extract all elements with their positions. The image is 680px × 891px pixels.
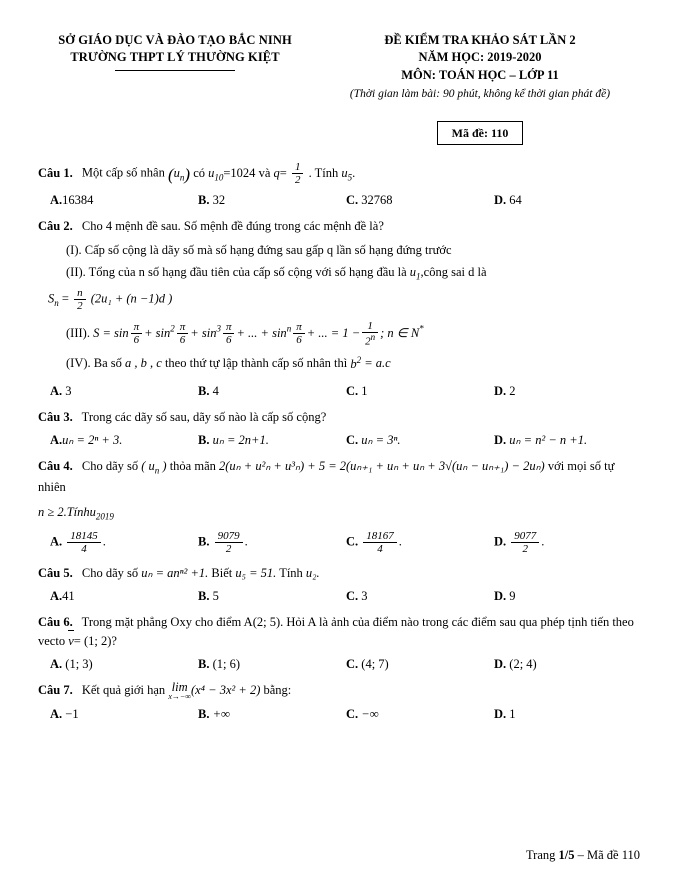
option-c-key: C.: [346, 193, 359, 208]
question-5-label: Câu 5.: [38, 566, 73, 581]
u10-subscript: 10: [214, 172, 224, 183]
question-6-text: Trong mặt phẳng Oxy cho điểm A(2; 5). Hỏi A là ảnh của điểm nào trong các điểm sau qua phép tịnh tiến theo vecto: [38, 615, 634, 648]
biet-word: Biết: [211, 566, 233, 581]
option-d-num: 9077: [511, 530, 539, 543]
series-tail: + ... = 1 −: [306, 325, 361, 340]
option-b[interactable]: [198, 432, 346, 448]
option-b-value: 5: [212, 589, 219, 603]
divider: [115, 70, 235, 71]
pi-num: π: [131, 321, 143, 334]
option-b-key: B.: [198, 656, 210, 671]
fraction-n-2: [74, 287, 86, 312]
question-4: [38, 457, 642, 497]
fraction-half: [292, 161, 304, 186]
option-a-value: 41: [62, 589, 75, 603]
question-2-formula-sn: [48, 287, 642, 312]
u-letter: u: [148, 459, 155, 474]
option-a[interactable]: [50, 384, 198, 399]
vector-value: = (1; 2)?: [73, 633, 117, 648]
sin-term-n: + ... + sin: [236, 325, 287, 340]
tail-num: 1: [362, 320, 378, 333]
option-b-key: B.: [198, 589, 210, 603]
option-c-value: 32768: [361, 193, 393, 208]
option-c[interactable]: [346, 707, 494, 722]
option-d[interactable]: [494, 707, 642, 722]
option-b[interactable]: [198, 384, 346, 399]
option-c-key: C.: [346, 534, 359, 549]
sn-symbol: S: [48, 291, 55, 306]
exp-2: 2: [170, 323, 175, 334]
question-2: [38, 217, 642, 236]
option-d-value: 9: [509, 589, 516, 603]
option-b-key: B.: [198, 707, 210, 721]
option-a-key: A.: [50, 193, 63, 208]
option-d-value: uₙ = n² − n +1.: [509, 433, 588, 448]
b-letter: b: [350, 356, 357, 371]
tinh-word: . Tính: [308, 165, 339, 180]
question-2-statement-2: [66, 265, 642, 282]
question-4-line2: [38, 503, 642, 524]
question-5-text: Cho dãy số: [81, 566, 139, 581]
question-2-statement-3: [66, 320, 642, 348]
fraction-pi-6-d: [293, 321, 305, 346]
option-d-key: D.: [494, 656, 507, 671]
option-d[interactable]: [494, 193, 642, 208]
question-7-text2: bằng:: [263, 682, 292, 697]
tail-den-exp: n: [370, 331, 376, 342]
option-a-value: −1: [65, 707, 79, 721]
option-b-value: 32: [212, 193, 226, 208]
footer-suffix: – Mã đề 110: [574, 848, 640, 862]
question-6: [38, 613, 642, 651]
option-a[interactable]: [50, 707, 198, 722]
fraction-pi-6-a: [131, 321, 143, 346]
question-3-text: Trong các dãy số sau, dãy số nào là cấp số cộng?: [81, 409, 327, 424]
option-b-value: 4: [212, 383, 219, 398]
option-c-value: −∞: [361, 707, 379, 721]
question-4-text4: n ≥ 2.Tính: [38, 505, 90, 520]
option-b-den: 2: [225, 543, 232, 556]
b-exponent: 2: [356, 354, 362, 365]
equals-sign: =: [279, 165, 287, 180]
exam-title-block: [320, 32, 640, 145]
option-a-key: A.: [50, 707, 63, 721]
school-block: [40, 32, 310, 145]
u2019-letter: u: [89, 505, 96, 520]
six-den: 6: [179, 333, 186, 346]
option-d-key: D.: [494, 534, 507, 549]
question-2-label: Câu 2.: [38, 219, 73, 234]
page-number: 1/5: [558, 848, 575, 862]
subject-grade: MÔN: TOÁN HỌC – LỚP 11: [401, 67, 559, 82]
option-a-value: uₙ = 2ⁿ + 3.: [62, 433, 123, 448]
u1-symbol: [409, 264, 421, 282]
option-d[interactable]: D. $\frac{9077}{2}$ .: [494, 530, 545, 556]
u10-value: =1024: [223, 165, 256, 180]
option-c[interactable]: [346, 589, 494, 604]
series-tail2: ; n ∈ N: [380, 325, 420, 340]
u1-subscript: 1: [416, 271, 421, 282]
option-d-fraction: [511, 530, 539, 555]
question-4-text2: thỏa mãn: [169, 459, 216, 474]
option-a-fraction: [67, 530, 101, 555]
statement-2-text-b: ,công sai d là: [420, 264, 487, 279]
question-5: [38, 564, 642, 583]
option-c[interactable]: [346, 193, 494, 208]
option-d-value: (2; 4): [509, 656, 537, 671]
questions-container: [0, 145, 680, 722]
footer-prefix: Trang: [525, 848, 559, 862]
question-7-label: Câu 7.: [38, 682, 73, 697]
option-c-key: C.: [346, 433, 359, 448]
exam-title: ĐỀ KIỂM TRA KHẢO SÁT LẦN 2: [384, 33, 576, 47]
question-4-text: Cho dãy số: [81, 459, 139, 474]
sin-series-start: S = sin: [93, 325, 129, 340]
question-2-statement-4: [66, 354, 642, 371]
question-1-text: Một cấp số nhân: [81, 165, 165, 180]
option-c-num: 18167: [363, 530, 397, 543]
star-sup: *: [419, 323, 424, 334]
option-a-key: A.: [50, 656, 63, 671]
lim-symbol: lim: [171, 679, 188, 694]
u5-symbol: u: [341, 165, 348, 180]
b-squared: [350, 354, 362, 371]
question-2-statement-1: (I). Cấp số cộng là dãy số mà số hạng đứng sau gấp q lần số hạng đứng trước: [66, 242, 452, 257]
limit-expression: [168, 681, 191, 702]
exam-code-wrap: [320, 111, 640, 146]
option-b-key: B.: [198, 534, 210, 549]
option-c[interactable]: C. $\frac{18167}{4}$ .: [346, 530, 402, 556]
statement-3-label: (III).: [66, 325, 90, 340]
co-word: có: [193, 165, 205, 180]
option-d-value: 1: [509, 707, 516, 721]
question-1: [38, 161, 642, 187]
option-a-key: A.: [50, 589, 63, 603]
option-c-key: C.: [346, 707, 359, 721]
tail-den: [362, 333, 378, 348]
option-d[interactable]: [494, 589, 642, 604]
exp-n: n: [286, 323, 292, 334]
option-b[interactable]: [198, 193, 346, 208]
exam-code-badge: Mã đề: 110: [437, 121, 524, 146]
question-5-formula: uₙ = anⁿ² +1.: [141, 566, 209, 581]
option-c-value: (4; 7): [361, 656, 389, 671]
question-7-options: [50, 707, 642, 722]
option-d[interactable]: [494, 432, 642, 448]
question-4-expression: 2(uₙ + u²ₙ + u³ₙ) + 5 = 2(uₙ₊₁ + uₙ + uₙ + 3√(uₙ − uₙ₊₁) − 2uₙ): [219, 459, 545, 474]
question-7-text: Kết quả giới hạn: [81, 682, 166, 697]
question-4-label: Câu 4.: [38, 459, 73, 474]
option-d-key: D.: [494, 193, 507, 208]
six-den: 6: [225, 333, 232, 346]
question-1-options: [50, 193, 642, 208]
option-d[interactable]: [494, 384, 642, 399]
question-4-seq: ( $u_n$ ): [141, 459, 167, 476]
option-d[interactable]: [494, 657, 642, 672]
option-d-value: 64: [509, 193, 522, 208]
exp-3: 3: [216, 323, 221, 334]
fraction-pi-6-c: [223, 321, 235, 346]
pi-num: π: [223, 321, 235, 334]
option-b-key: B.: [198, 433, 210, 448]
option-a-value: (1; 3): [65, 656, 93, 671]
u2019-subscript: 2019: [95, 511, 114, 522]
option-b-value: (1; 6): [212, 656, 241, 671]
question-7: [38, 681, 642, 702]
question-4-text3: với mọi số tự nhiên: [38, 459, 615, 495]
option-a[interactable]: [50, 589, 198, 604]
option-d-key: D.: [494, 589, 507, 603]
fraction-denominator: 2: [294, 174, 301, 187]
abc-symbols: a , b , c: [125, 356, 162, 371]
sin-term-2: + sin: [144, 325, 171, 340]
statement-2-text-a: (II). Tổng của n số hạng đầu tiên của cấp số cộng với số hạng đầu là: [66, 264, 407, 279]
limit-body: (x⁴ − 3x² + 2): [190, 682, 261, 697]
option-c-fraction: [363, 530, 397, 555]
statement-4-text-a: (IV). Ba số: [66, 356, 122, 371]
sn-body: (2u₁ + (n −1)d ): [90, 291, 173, 306]
fraction-numerator: n: [74, 287, 86, 300]
option-a[interactable]: [50, 193, 198, 208]
option-a-key: A.: [50, 433, 63, 448]
option-a-value: 16384: [62, 193, 94, 208]
question-6-options: [50, 657, 642, 672]
six-den: 6: [296, 333, 302, 346]
option-c-value: 3: [361, 589, 368, 603]
option-a-den: 4: [81, 543, 87, 556]
option-c-value: uₙ = 3ⁿ.: [361, 433, 401, 448]
option-b-key: B.: [198, 383, 210, 398]
document-header: [0, 0, 680, 145]
seq-symbol: u: [173, 165, 180, 180]
option-d-value: 2: [509, 383, 516, 398]
option-c[interactable]: [346, 657, 494, 672]
option-a-key: A.: [50, 534, 63, 549]
u5-value: u₅ = 51.: [235, 566, 277, 581]
pi-num: π: [177, 321, 189, 334]
equals-ac: = a.c: [364, 356, 391, 371]
option-a[interactable]: A. $\frac{18145}{4}$ .: [50, 530, 106, 556]
option-a-key: A.: [50, 383, 63, 398]
option-a-num: 18145: [67, 530, 101, 543]
page-footer: [526, 848, 640, 863]
option-b[interactable]: [198, 707, 346, 722]
option-c-key: C.: [346, 383, 359, 398]
option-d-key: D.: [494, 707, 507, 721]
option-c-value: 1: [361, 383, 368, 398]
option-b-value: uₙ = 2n+1.: [212, 433, 269, 448]
fraction-denominator: 2: [77, 300, 83, 313]
department-name: SỞ GIÁO DỤC VÀ ĐÀO TẠO BẮC NINH: [58, 33, 292, 47]
statement-4-text-b: theo thứ tự lập thành cấp số nhân thì: [164, 356, 348, 371]
question-4-options: [50, 530, 642, 555]
question-2-options: [50, 384, 642, 399]
lim-subscript: x→−∞: [168, 692, 191, 701]
fraction-pi-6-b: [177, 321, 189, 346]
option-b-fraction: [215, 530, 243, 555]
option-c-key: C.: [346, 656, 359, 671]
u1-letter: u: [409, 264, 417, 279]
question-3-label: Câu 3.: [38, 409, 73, 424]
tail-den-base: 2: [365, 335, 371, 348]
question-5-options: [50, 589, 642, 604]
question-3-options: [50, 432, 642, 448]
question-1-formula: $(u_n)$ có $u_{10}=1024$ và q= $\frac{1}{2}$ . Tính $u_5$.: [167, 161, 356, 187]
option-d-den: 2: [522, 543, 529, 556]
fraction-1-2n: [362, 320, 378, 348]
u5-subscript: 5: [347, 172, 353, 183]
option-b[interactable]: [198, 657, 346, 672]
pi-num: π: [293, 321, 305, 334]
sn-equals: =: [61, 291, 69, 306]
option-b[interactable]: B. $\frac{9079}{2}$ .: [198, 530, 248, 556]
option-d-key: D.: [494, 383, 507, 398]
u10-symbol: u: [208, 165, 215, 180]
option-b[interactable]: [198, 589, 346, 604]
va-word: và: [258, 165, 271, 180]
option-a[interactable]: [50, 432, 198, 448]
period: .: [352, 165, 356, 180]
six-den: 6: [133, 333, 140, 346]
sn-subscript: n: [54, 298, 59, 309]
option-a[interactable]: [50, 657, 198, 672]
fraction-numerator: 1: [292, 161, 304, 174]
vector-symbol: v: [68, 632, 74, 651]
time-note: (Thời gian làm bài: 90 phút, không kể thời gian phát đề): [349, 87, 611, 100]
option-b-num: 9079: [215, 530, 243, 543]
sin-term-3: + sin: [190, 325, 217, 340]
question-6-label: Câu 6.: [38, 615, 73, 629]
option-d-key: D.: [494, 433, 507, 448]
u2-symbol: u₂.: [305, 566, 320, 581]
school-name: TRƯỜNG THPT LÝ THƯỜNG KIỆT: [70, 49, 280, 64]
option-a-value: 3: [65, 383, 72, 398]
q-symbol: q: [273, 165, 280, 180]
tinh-word: Tính: [279, 566, 303, 581]
question-3: [38, 408, 642, 427]
option-c[interactable]: [346, 384, 494, 399]
question-1-label: Câu 1.: [38, 165, 73, 180]
option-c-key: C.: [346, 589, 359, 603]
option-b-key: B.: [198, 193, 210, 208]
seq-subscript: n: [179, 172, 185, 183]
option-c[interactable]: [346, 432, 494, 448]
u-subscript: n: [154, 465, 160, 476]
option-b-value: +∞: [212, 707, 230, 721]
school-year: NĂM HỌC: 2019-2020: [418, 50, 542, 65]
question-2-text: Cho 4 mệnh đề sau. Số mệnh đề đúng trong các mệnh đề là?: [81, 219, 384, 234]
option-c-den: 4: [377, 543, 383, 556]
